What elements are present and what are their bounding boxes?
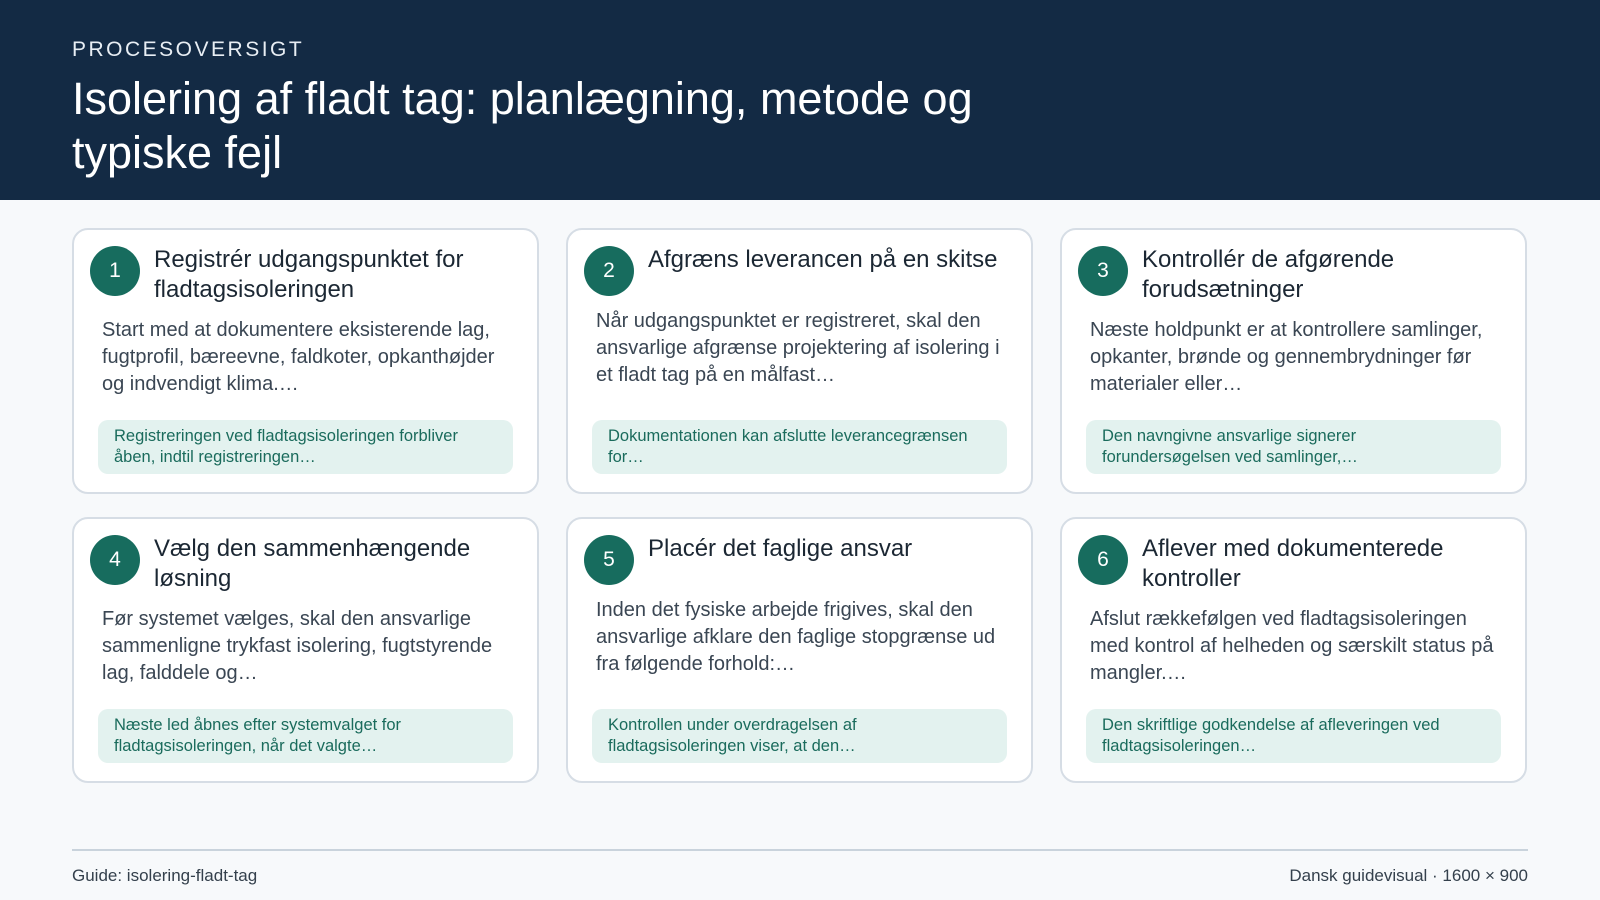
step-note: Registreringen ved fladtagsisoleringen forbliver åben, indtil registreringen…: [98, 420, 513, 474]
step-note: Kontrollen under overdragelsen af fladtagsisoleringen viser, at den…: [592, 709, 1007, 763]
step-card-1: [72, 228, 539, 494]
step-title: Kontrollér de afgørende forudsætninger: [1142, 246, 1395, 303]
step-number-badge: 1: [90, 246, 140, 296]
step-note: Næste led åbnes efter systemvalget for fladtagsisoleringen, når det valgte…: [98, 709, 513, 763]
step-note: Den skriftlige godkendelse af afleveringen ved fladtagsisoleringen…: [1086, 709, 1501, 763]
step-title: Afgræns leverancen på en skitse: [648, 246, 998, 273]
header-banner: [0, 0, 1600, 200]
step-number-badge: 6: [1078, 535, 1128, 585]
step-grid: [72, 228, 1527, 783]
step-number-badge: 4: [90, 535, 140, 585]
step-card-5: [566, 517, 1033, 783]
footer-guide-label: Guide: isolering-fladt-tag: [72, 866, 258, 885]
step-title: Aflever med dokumenterede kontroller: [1142, 535, 1444, 592]
step-title: Registrér udgangspunktet for fladtagsisoleringen: [154, 246, 464, 303]
page-title: Isolering af fladt tag: planlægning, metode og typiske fejl: [72, 73, 973, 178]
step-description: Start med at dokumentere eksisterende lag, fugtprofil, bæreevne, faldkoter, opkanthøjder og indvendigt klima.…: [102, 319, 495, 395]
step-description: Før systemet vælges, skal den ansvarlige sammenligne trykfast isolering, fugtstyrende lag, falddele og…: [102, 608, 493, 684]
step-title: Placér det faglige ansvar: [648, 535, 913, 562]
step-number-badge: 3: [1078, 246, 1128, 296]
step-card-6: [1060, 517, 1527, 783]
step-card-4: [72, 517, 539, 783]
step-description: Næste holdpunkt er at kontrollere samlinger, opkanter, brønde og gennembrydninger før materialer eller…: [1090, 319, 1483, 395]
step-note: Dokumentationen kan afslutte leverancegrænsen for…: [592, 420, 1007, 474]
step-note: Den navngivne ansvarlige signerer forundersøgelsen ved samlinger,…: [1086, 420, 1501, 474]
step-title: Vælg den sammenhængende løsning: [154, 535, 471, 592]
eyebrow-label: PROCESOVERSIGT: [72, 38, 305, 61]
step-number-badge: 2: [584, 246, 634, 296]
step-card-3: [1060, 228, 1527, 494]
step-number-badge: 5: [584, 535, 634, 585]
step-card-2: [566, 228, 1033, 494]
footer-meta-label: Dansk guidevisual · 1600 × 900: [1289, 866, 1528, 885]
step-description: Afslut rækkefølgen ved fladtagsisoleringen med kontrol af helheden og særskilt status på mangler.…: [1090, 608, 1494, 684]
step-description: Inden det fysiske arbejde frigives, skal den ansvarlige afklare den faglige stopgrænse ud fra følgende forhold:…: [596, 599, 996, 675]
footer-divider: [72, 849, 1528, 851]
step-description: Når udgangspunktet er registreret, skal den ansvarlige afgrænse projektering af isolering i et fladt tag på en målfast…: [596, 310, 1000, 386]
